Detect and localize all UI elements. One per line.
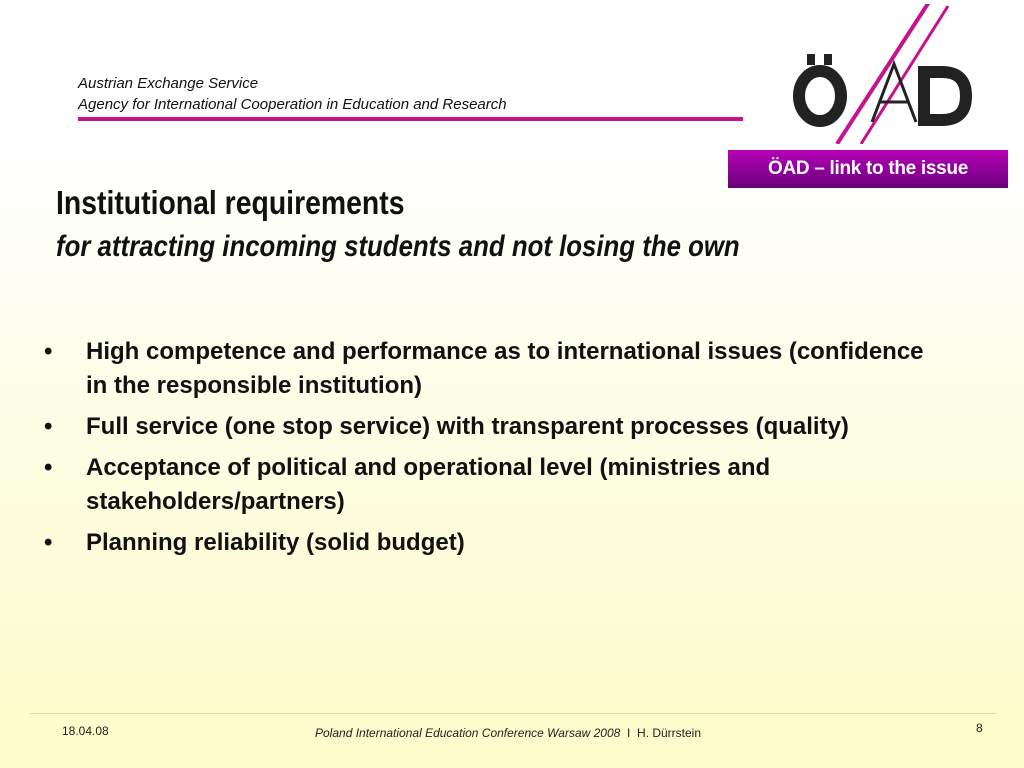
link-to-issue-button[interactable]: ÖAD – link to the issue [728,150,1008,188]
bullet-text: Planning reliability (solid budget) [86,529,465,556]
footer-divider [30,713,996,714]
bullet-item [44,526,944,560]
slide-subtitle: for attracting incoming students and not losing the own [56,230,740,263]
org-name: Austrian Exchange Service [78,75,259,92]
logo-stroke-left [837,4,929,144]
header-divider [78,117,743,121]
bullet-item [44,410,944,444]
org-tagline: Agency for International Cooperation in Education and Research [78,96,507,113]
bullet-text: Acceptance of political and operational level (ministries and stakeholders/partners) [86,454,771,515]
bullet-icon: • [44,413,53,440]
bullet-text: High competence and performance as to international issues (confidence in the responsible institution) [86,338,924,399]
logo-letter-o [799,71,841,121]
bullet-list [44,335,944,567]
bullet-item [44,451,944,519]
footer-author: H. Dürrstein [637,726,702,740]
conference-name: Poland International Education Conference Warsaw 2008 [315,726,621,740]
bullet-text: Full service (one stop service) with transparent processes (quality) [86,413,849,440]
oead-logo [790,4,980,144]
logo-letter-d [924,72,966,120]
slide-title: Institutional requirements [56,184,405,221]
footer-date: 18.04.08 [62,724,109,738]
bullet-icon: • [44,454,53,481]
page-number: 8 [976,721,983,735]
bullet-item [44,335,944,403]
footer-separator: I [626,726,631,740]
bullet-icon: • [44,529,53,556]
footer-conference [315,726,701,740]
bullet-icon: • [44,338,53,365]
